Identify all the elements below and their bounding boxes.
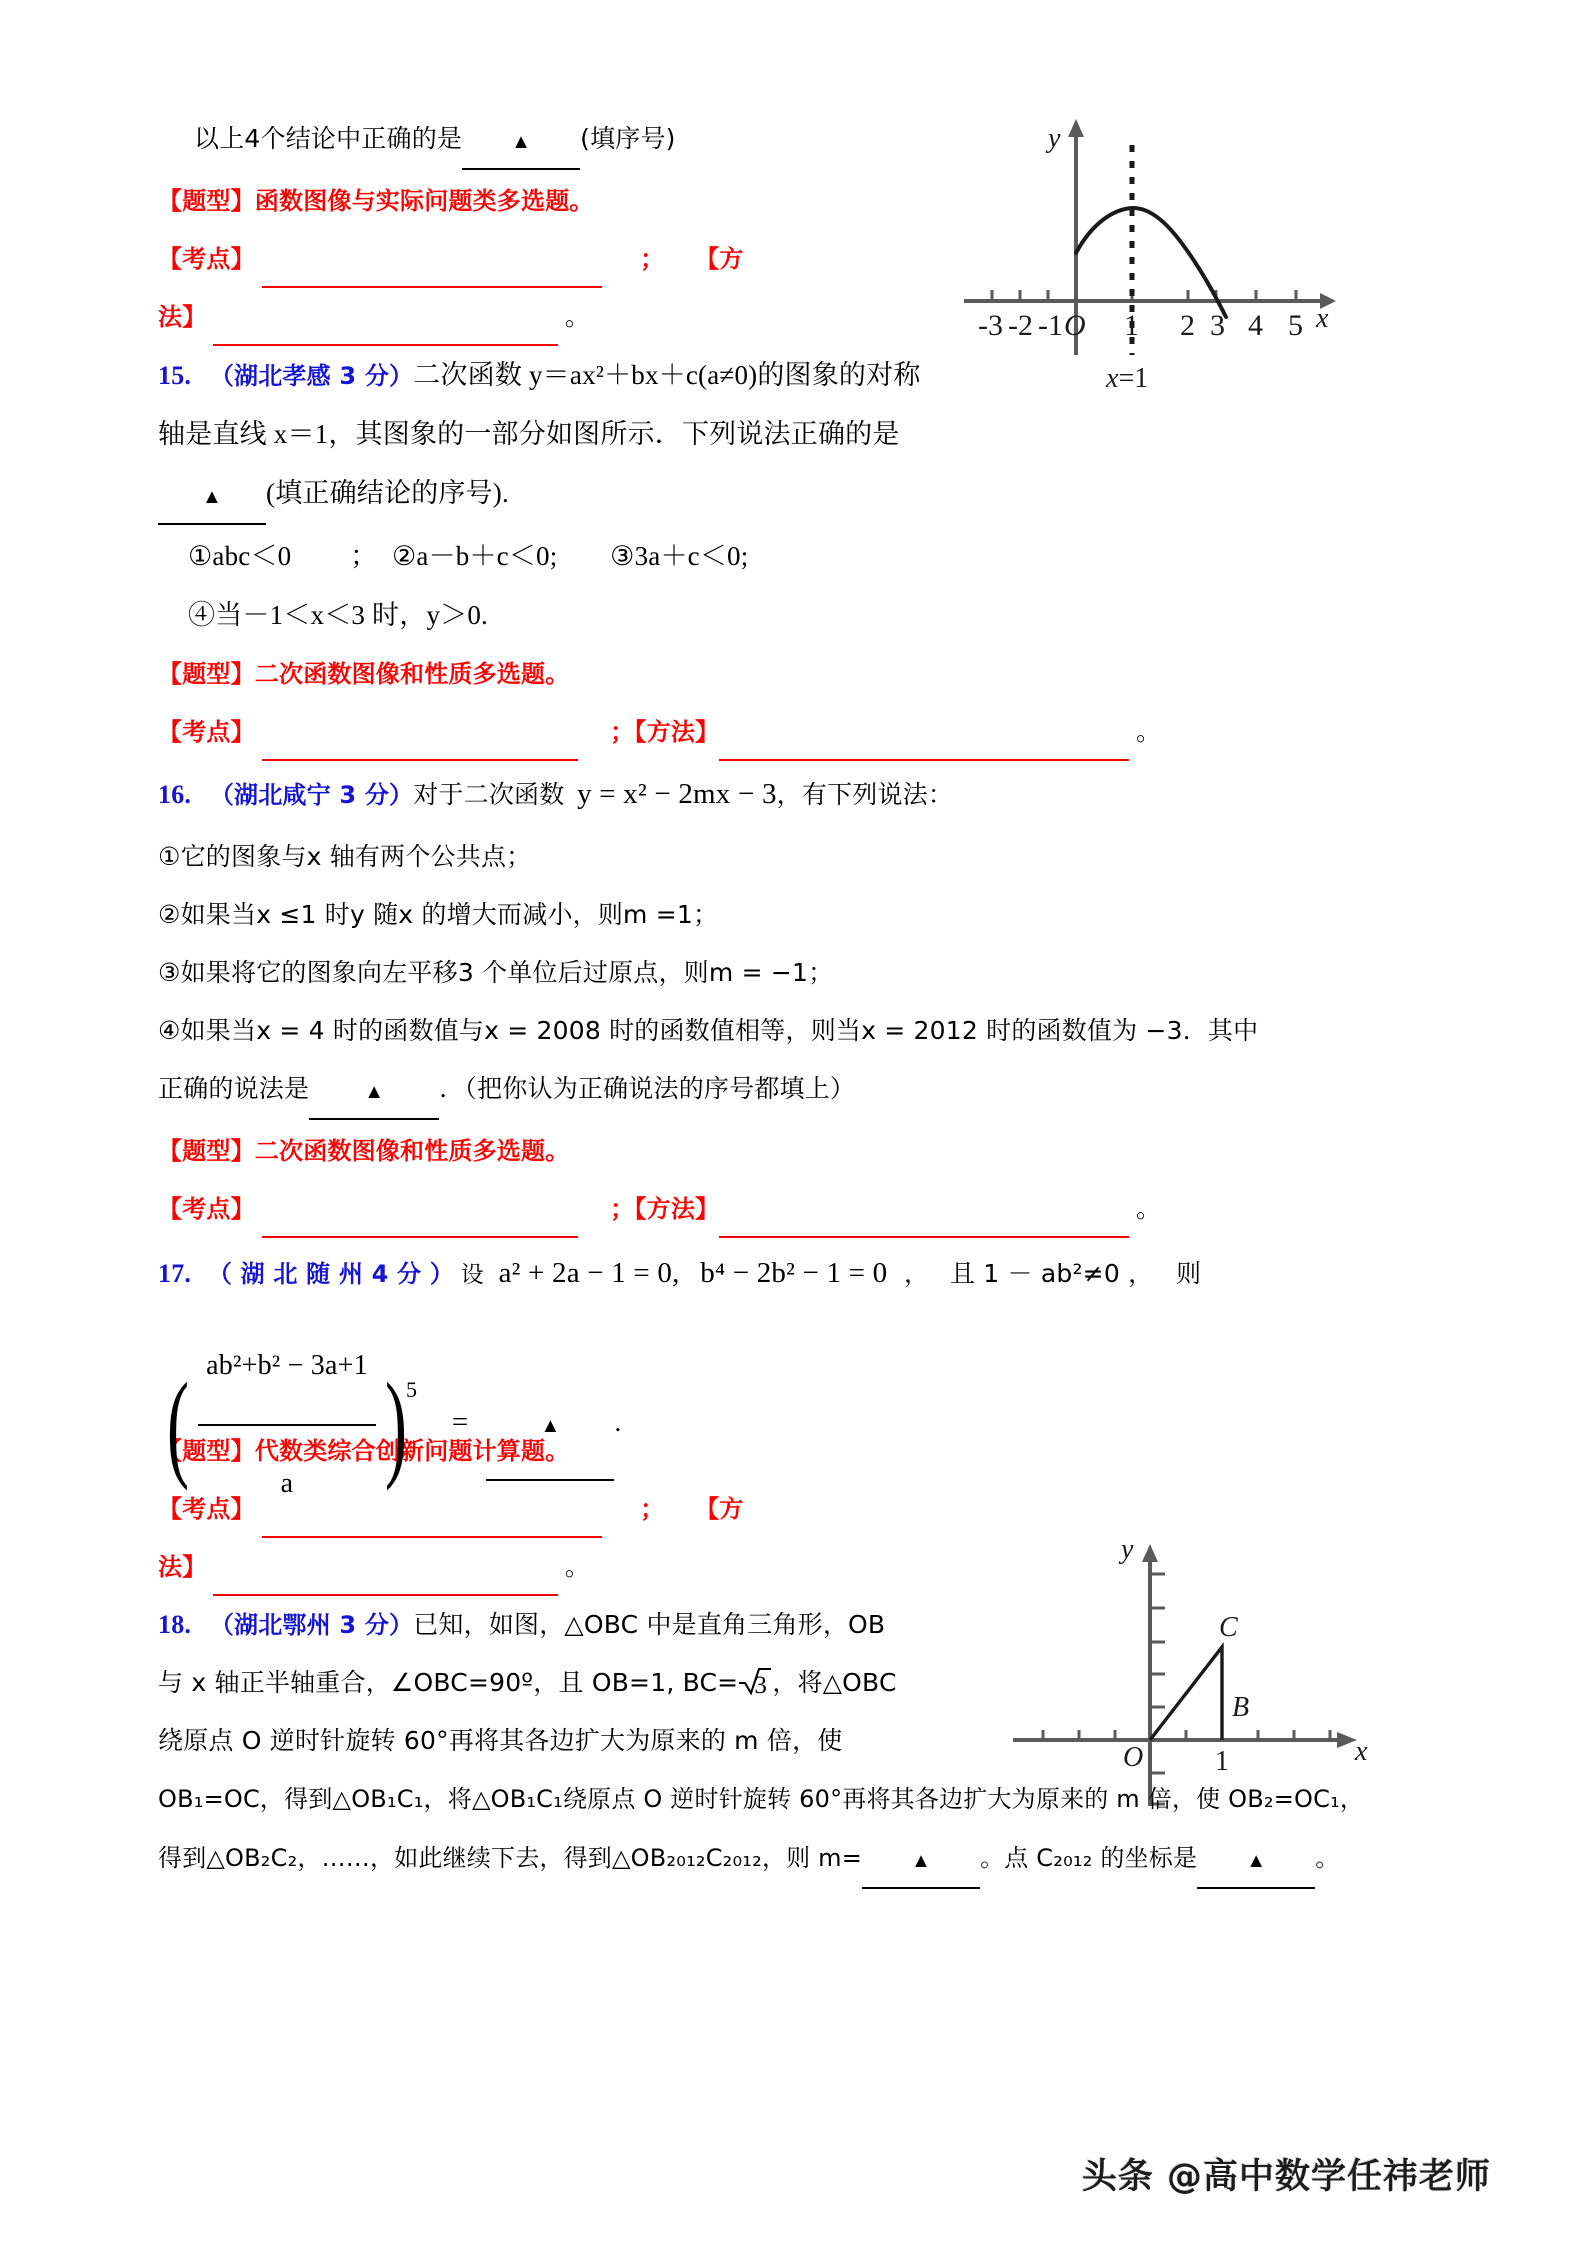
q14-semicolon: ； — [640, 245, 665, 273]
q17-number: 17. — [158, 1259, 192, 1288]
sqrt-radicand: 3 — [754, 1672, 768, 1699]
q15-line3 — [158, 464, 1448, 527]
q15-stem-line2: 轴是直线 x＝1，其图象的一部分如图所示．下列说法正确的是 — [158, 419, 900, 449]
q16-item-4a: ④如果当x = 4 时的函数值与x = 2008 时的函数值相等，则当x = 2012 时的函数值为 −3．其中 — [158, 1016, 1259, 1045]
q16-item-3: ③如果将它的图象向左平移3 个单位后过原点，则m = −1； — [158, 958, 834, 987]
q16-blank-mark: ▲ — [364, 1081, 385, 1103]
q15-fangfa-label: 【方法】 — [634, 718, 720, 746]
q17-eq-1: a² + 2a − 1 = 0, — [498, 1257, 680, 1289]
q15-stem-line1: 二次函数 y＝ax²＋bx＋c(a≠0)的图象的对称 — [413, 360, 921, 390]
q16-number: 16. — [158, 780, 192, 809]
q15-item-2: ②a－b＋c＜0; — [391, 541, 558, 571]
svg-text:-3: -3 — [978, 309, 1003, 342]
q15-kaodian-line — [158, 703, 1448, 761]
q18-answer-blank-c[interactable] — [1197, 1828, 1315, 1889]
q16-kaodian-line — [158, 1180, 1448, 1238]
q18-source: （湖北鄂州 3 分） — [209, 1611, 414, 1639]
q18-stem-line5c: 。 — [1315, 1844, 1340, 1872]
watermark: 头条 @高中数学任祎老师 — [1081, 2157, 1491, 2197]
q15-kaodian-blank[interactable] — [262, 737, 578, 761]
q14-period: 。 — [564, 302, 591, 331]
q16-tixing-value: 二次函数图像和性质多选题。 — [254, 1137, 570, 1165]
svg-text:O: O — [1064, 309, 1086, 342]
q18-stem-line4: OB₁=OC，得到△OB₁C₁，将△OB₁C₁绕原点 O 逆时针旋转 60°再将其各边扩大为原来的 m 倍，使 OB₂=OC₁， — [158, 1785, 1365, 1813]
q15-item-3: ③3a＋c＜0; — [610, 541, 749, 571]
q16-stem-formula: y = x² − 2mx − 3 — [577, 778, 777, 810]
svg-text:1: 1 — [1215, 1746, 1229, 1777]
q16-item-4b-post: ．（把你认为正确说法的序号都填上） — [439, 1074, 856, 1103]
q16-tixing-label: 【题型】 — [158, 1137, 255, 1165]
q17-source: （ 湖 北 随 州 4 分 ） — [207, 1260, 454, 1288]
q17-blank-mark: ▲ — [540, 1414, 561, 1437]
q16-item-1: ①它的图象与x 轴有两个公共点； — [158, 842, 532, 871]
q17-tixing-value: 代数类综合创新问题计算题。 — [254, 1437, 570, 1465]
q15-line1 — [158, 346, 1448, 405]
q15-items-row — [158, 527, 1448, 586]
q17-line1 — [158, 1238, 1448, 1310]
q14-prompt-before: 以上4个结论中正确的是 — [194, 124, 463, 153]
svg-text:x=1: x=1 — [1106, 363, 1149, 394]
q18-stem-line5b: 。点 C₂₀₁₂ 的坐标是 — [980, 1844, 1198, 1872]
q14-kaodian-line — [158, 230, 1448, 288]
q16-period: 。 — [1135, 1194, 1162, 1223]
svg-text:1: 1 — [1124, 309, 1139, 342]
q17-stem-c: 且 1 － ab²≠0 ， — [949, 1259, 1154, 1288]
q16-item3 — [158, 944, 1448, 1002]
q16-line1 — [158, 761, 1448, 828]
q15-line3-tail: (填正确结论的序号). — [266, 478, 509, 508]
svg-text:-1: -1 — [1038, 309, 1063, 342]
right-paren-icon: ) — [384, 1357, 407, 1491]
q17-kaodian-label: 【考点】 — [158, 1495, 255, 1523]
q14-prompt-after: (填序号) — [580, 124, 676, 153]
q18-line2 — [158, 1654, 1448, 1712]
q18-blank-mark-m: ▲ — [911, 1850, 932, 1872]
q14-fangfa-label-b: 法】 — [158, 303, 207, 331]
q17-dot: . — [614, 1406, 622, 1437]
q18-line1 — [158, 1596, 1448, 1654]
q15-answer-blank[interactable] — [158, 463, 266, 525]
q15-number: 15. — [158, 361, 192, 390]
q15-item-sep: ； — [350, 541, 378, 571]
q14-tixing-line — [158, 172, 1448, 230]
q17-stem-d: 则 — [1176, 1259, 1202, 1288]
q17-fangfa-label-b: 法】 — [158, 1553, 207, 1581]
q15-item-4: ④当－1＜x＜3 时，y＞0. — [188, 600, 488, 630]
svg-text:4: 4 — [1248, 309, 1263, 342]
svg-text:5: 5 — [1288, 309, 1303, 342]
svg-text:B: B — [1232, 1692, 1250, 1723]
q18-stem-line3: 绕原点 O 逆时针旋转 60°再将其各边扩大为原来的 m 倍，使 — [158, 1726, 843, 1755]
q18-stem-line2b: ，将△OBC — [772, 1668, 897, 1697]
q16-item4b — [158, 1060, 1448, 1122]
q14-answer-line — [158, 110, 1448, 172]
q15-semicolon: ； — [610, 718, 635, 746]
q17-period: 。 — [564, 1552, 591, 1581]
svg-text:3: 3 — [1210, 309, 1225, 342]
q18-stem-line5a: 得到△OB₂C₂，……，如此继续下去，得到△OB₂₀₁₂C₂₀₁₂，则 m= — [158, 1844, 863, 1872]
left-paren-icon: ( — [167, 1357, 190, 1491]
q17-fraction — [198, 1310, 376, 1540]
q17-answer-blank[interactable] — [486, 1365, 614, 1481]
question-body — [158, 110, 1448, 1891]
q15-item-1: ①abc＜0 — [188, 541, 292, 571]
q16-stem-b: ，有下列说法： — [776, 780, 954, 809]
q17-equals: = — [451, 1405, 469, 1438]
svg-text:x: x — [1316, 303, 1329, 334]
svg-text:x: x — [1355, 1736, 1368, 1767]
q16-item1 — [158, 828, 1448, 886]
q15-item4-row — [158, 586, 1448, 645]
q16-source: （湖北咸宁 3 分） — [209, 781, 414, 809]
svg-text:-2: -2 — [1008, 309, 1033, 342]
sqrt-icon — [738, 1653, 772, 1711]
q16-item4a — [158, 1002, 1448, 1060]
q16-answer-blank[interactable] — [309, 1058, 439, 1120]
q14-tixing-label: 【题型】 — [158, 187, 255, 215]
q16-item-2: ②如果当x ≤1 时y 随x 的增大而减小，则m =1； — [158, 900, 719, 929]
q15-tixing-value: 二次函数图像和性质多选题。 — [254, 660, 570, 688]
q16-fangfa-blank[interactable] — [719, 1214, 1129, 1238]
q18-answer-blank-m[interactable] — [862, 1828, 980, 1889]
q17-fraction-expression — [158, 1310, 427, 1540]
q17-fraction-denominator: a — [280, 1468, 294, 1499]
q14-kaodian-label: 【考点】 — [158, 245, 255, 273]
q17-exponent: 5 — [405, 1376, 418, 1402]
q17-fangfa-blank[interactable] — [213, 1572, 558, 1596]
q16-kaodian-label: 【考点】 — [158, 1195, 255, 1223]
svg-text:y: y — [1048, 123, 1061, 154]
q16-semicolon: ； — [610, 1195, 635, 1223]
q14-fangfa-line — [158, 288, 1448, 346]
q17-fangfa-line — [158, 1538, 1448, 1596]
q16-item-4b-pre: 正确的说法是 — [158, 1074, 310, 1103]
q14-blank-mark: ▲ — [511, 131, 532, 153]
q17-semicolon: ； — [640, 1495, 665, 1523]
q16-kaodian-blank[interactable] — [262, 1214, 578, 1238]
svg-text:O: O — [1123, 1742, 1144, 1773]
q16-fangfa-label: 【方法】 — [634, 1195, 720, 1223]
q15-blank-mark: ▲ — [202, 486, 222, 508]
q17-fraction-numerator: ab²+b² − 3a+1 — [198, 1310, 376, 1426]
q14-fangfa-label-a: 【方 — [695, 245, 744, 273]
q16-stem-a: 对于二次函数 — [413, 780, 565, 809]
q14-answer-blank[interactable] — [462, 108, 580, 170]
q15-fangfa-blank[interactable] — [719, 737, 1129, 761]
q17-fangfa-label-a: 【方 — [695, 1495, 744, 1523]
q18-line5 — [158, 1829, 1448, 1891]
q18-stem-line2a: 与 x 轴正半轴重合，∠OBC=90º，且 OB=1, BC= — [158, 1668, 739, 1697]
svg-text:2: 2 — [1180, 309, 1195, 342]
q18-line3 — [158, 1712, 1448, 1770]
q17-stem-a: 设 — [460, 1262, 484, 1288]
svg-text:C: C — [1219, 1612, 1238, 1643]
q18-blank-mark-c: ▲ — [1246, 1850, 1267, 1872]
q16-item2 — [158, 886, 1448, 944]
q18-number: 18. — [158, 1610, 192, 1639]
q14-fangfa-blank[interactable] — [213, 322, 558, 346]
q17-eq-2: b⁴ − 2b² − 1 = 0 — [700, 1257, 888, 1289]
q15-period: 。 — [1135, 717, 1162, 746]
q15-line2 — [158, 405, 1448, 464]
q15-kaodian-label: 【考点】 — [158, 718, 255, 746]
q18-line4 — [158, 1770, 1448, 1829]
q17-stem-b: ， — [904, 1259, 930, 1288]
svg-text:y: y — [1121, 1534, 1134, 1565]
q15-tixing-label: 【题型】 — [158, 660, 255, 688]
q16-tixing-line — [158, 1122, 1448, 1180]
q14-tixing-value: 函数图像与实际问题类多选题。 — [254, 187, 594, 215]
q15-source: （湖北孝感 3 分） — [209, 362, 414, 390]
q18-stem-line1: 已知，如图，△OBC 中是直角三角形，OB — [413, 1610, 886, 1639]
q17-tixing-label: 【题型】 — [158, 1437, 255, 1465]
q14-kaodian-blank[interactable] — [262, 264, 602, 288]
q15-tixing-line — [158, 645, 1448, 703]
